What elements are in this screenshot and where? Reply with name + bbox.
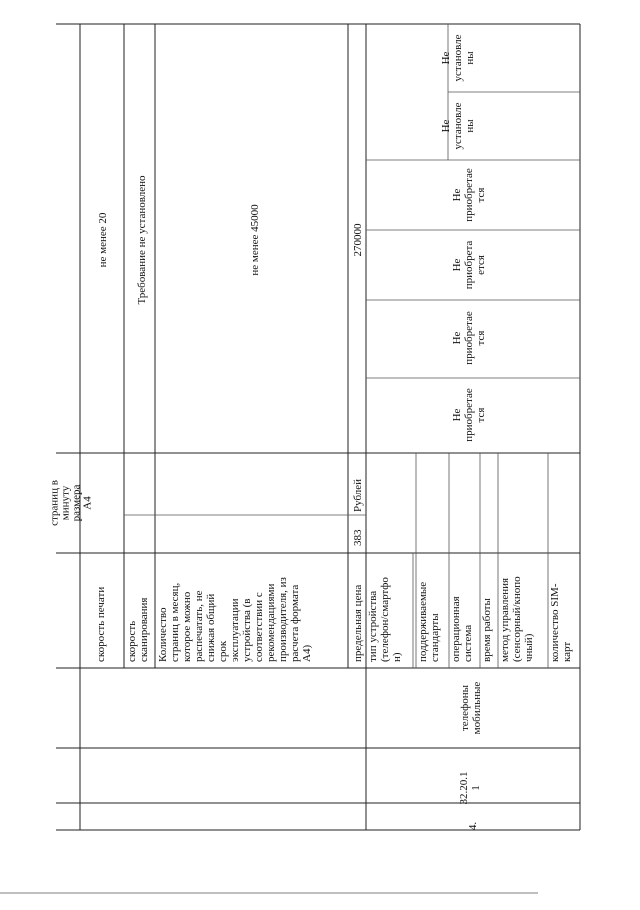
product-name: телефонымобильные xyxy=(459,681,483,735)
char-scan-speed: скоростьсканирования xyxy=(126,597,150,662)
char-print-speed-unit: страниц вминутуразмераА4 xyxy=(48,480,94,526)
okpd-code: 32.20.11 xyxy=(458,771,482,805)
phone-char-5: количество SIM-карт xyxy=(549,583,573,662)
position-value-3: Неприобретается xyxy=(451,168,487,222)
position-value-0: Неприобретается xyxy=(451,388,487,442)
char-pages-month: Количествостраниц в месяц,которое можнораспечатать, неснижая общийсрокэксплуатацииустройства (всоответствии срекомендациямипроизводителя, израсчета форматаА4) xyxy=(157,577,313,662)
char-max-price-value: 270000 xyxy=(352,223,364,257)
char-pages-month-value: не менее 45000 xyxy=(249,204,261,276)
phone-char-1: поддерживаемыестандарты xyxy=(417,581,441,662)
position-value-2: Неприобретается xyxy=(451,240,487,290)
position-value-5: Неустановлены xyxy=(440,34,476,82)
phone-char-3: время работы xyxy=(481,598,493,662)
table-grid xyxy=(56,24,580,830)
unit-code: 383 xyxy=(352,529,364,546)
char-max-price: предельная цена xyxy=(352,584,364,662)
phone-char-4: метод управления(сенсорный/кнопочный) xyxy=(499,576,535,662)
position-value-1: Неприобретается xyxy=(451,311,487,365)
phone-char-0: тип устройства(телефон/смартфон) xyxy=(367,577,403,662)
char-print-speed: скорость печати xyxy=(95,586,107,662)
position-value-4: Неустановлены xyxy=(440,102,476,150)
phone-char-2: операционнаясистема xyxy=(450,596,474,662)
row-number: 4. xyxy=(467,821,479,831)
char-scan-speed-value: Требование не установлено xyxy=(136,175,148,305)
unit-name: Рублей xyxy=(352,478,364,512)
char-print-speed-value: не менее 20 xyxy=(97,212,109,268)
